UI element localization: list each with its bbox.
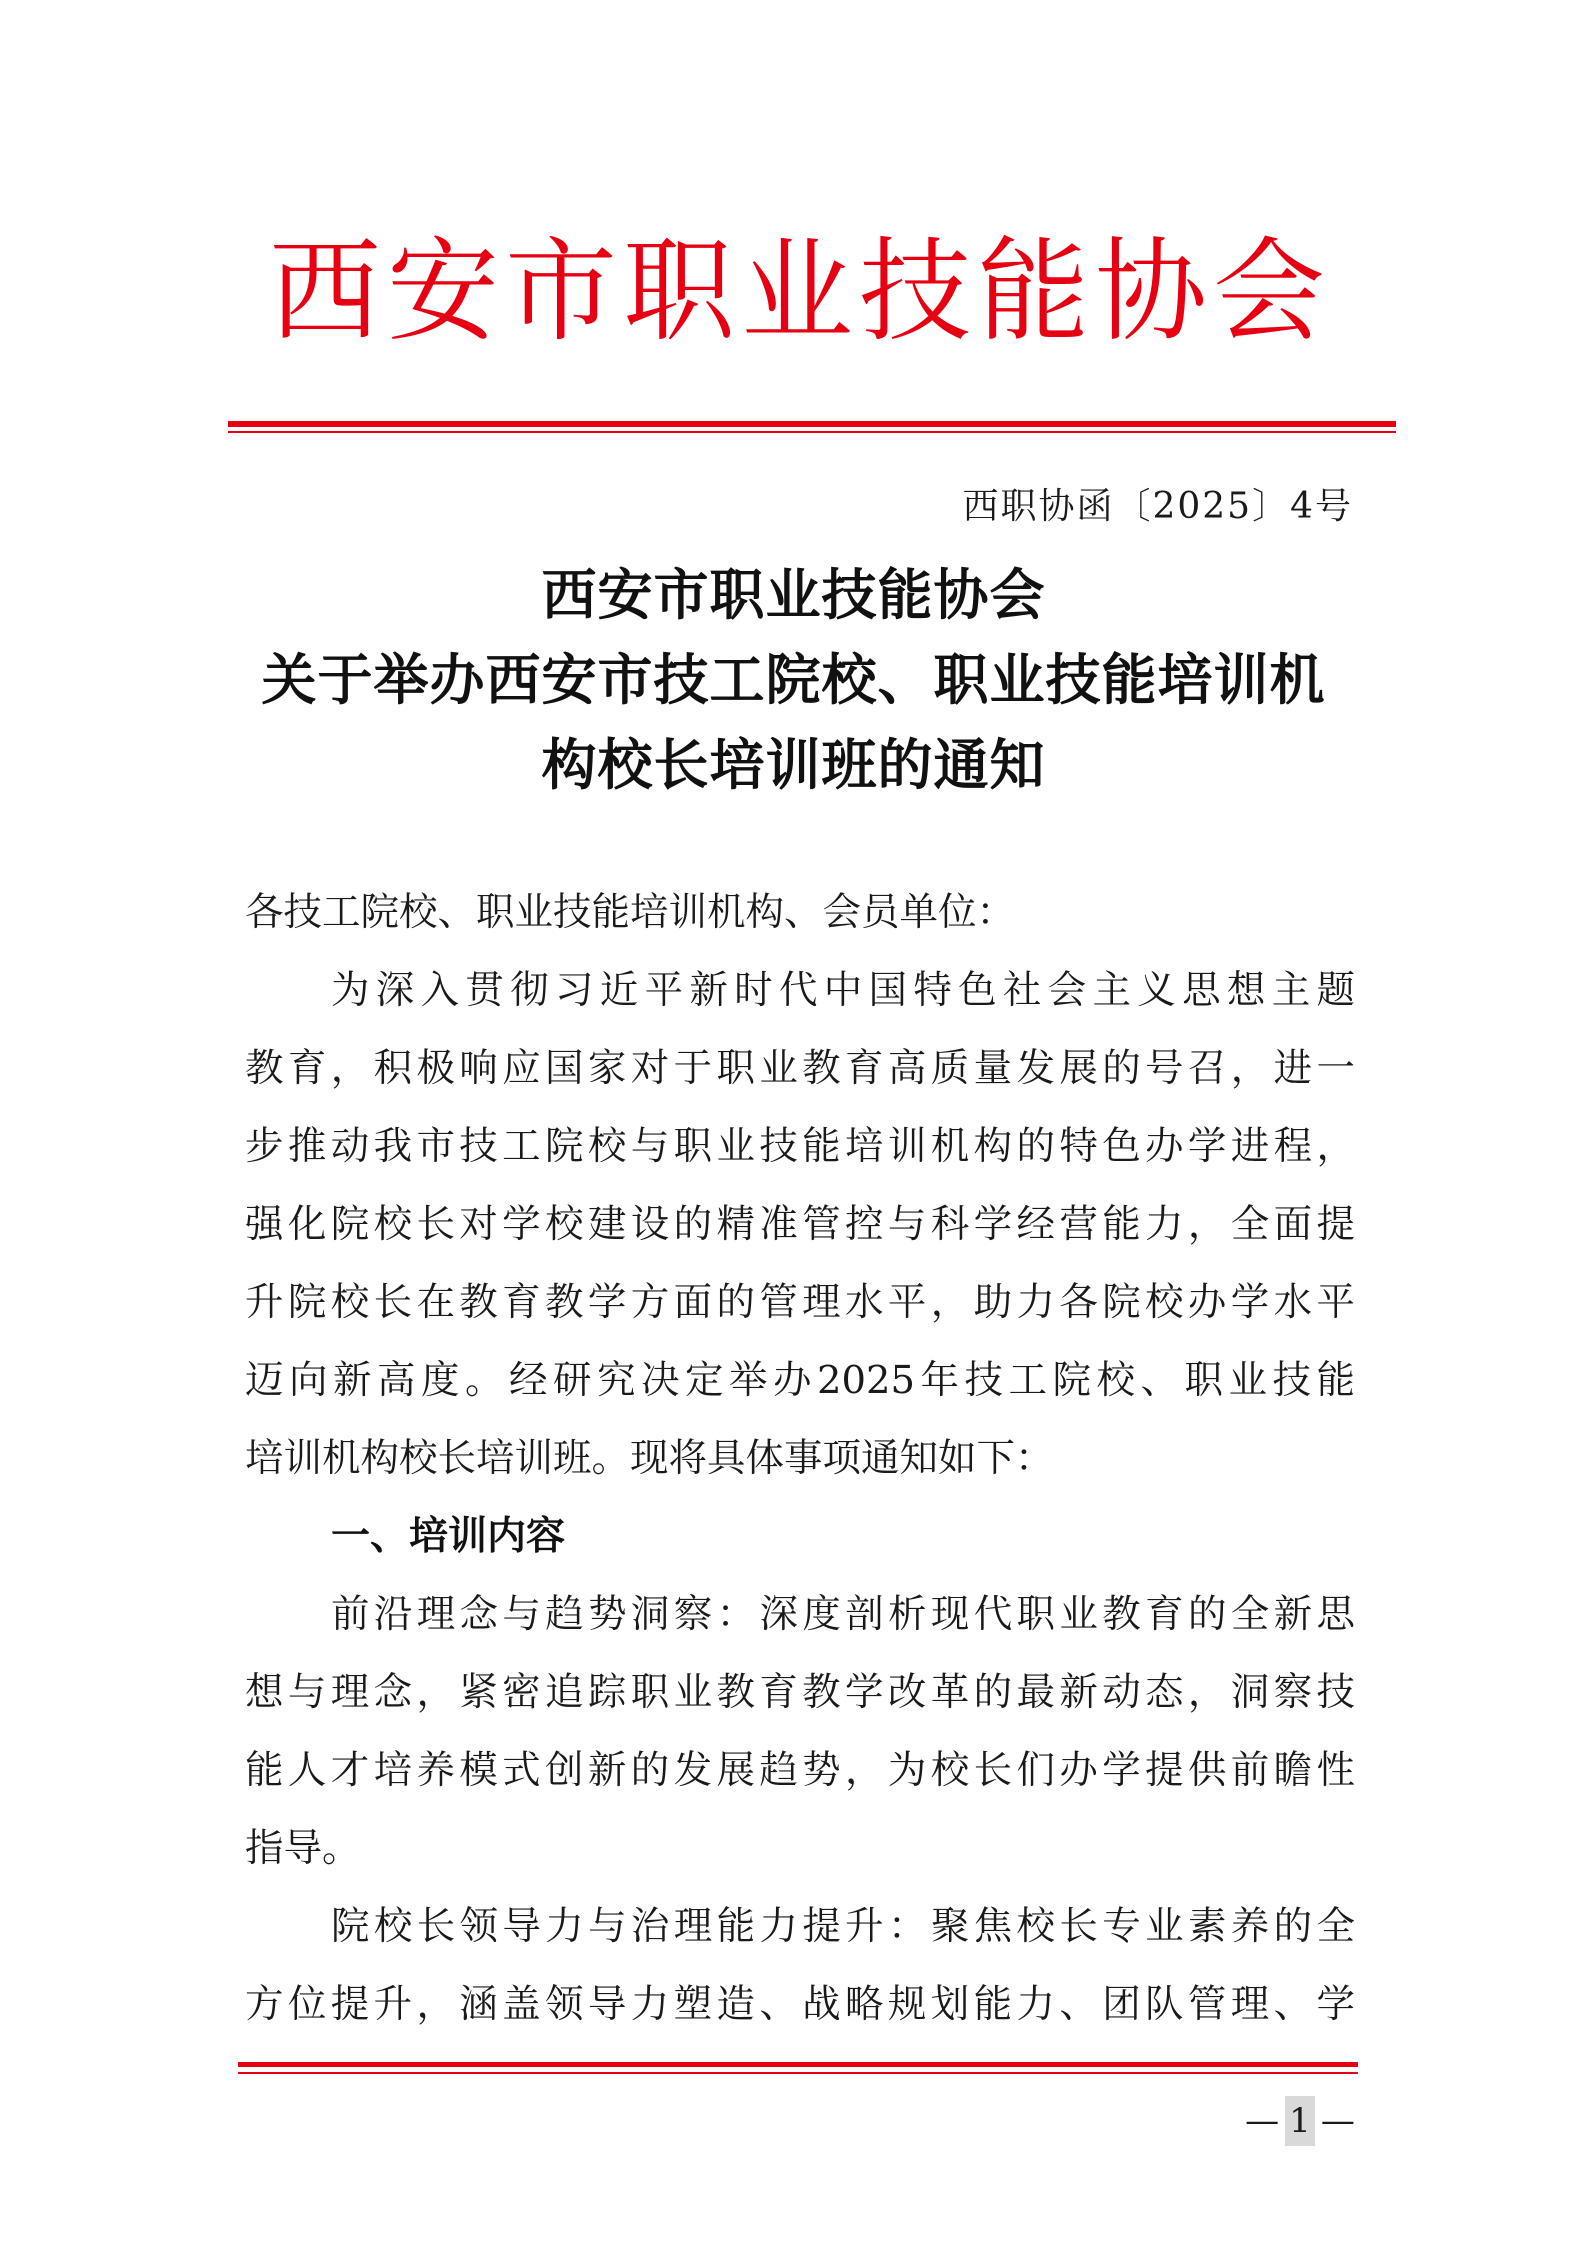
document-title-line-2: 关于举办西安市技工院校、职业技能培训机 [261, 647, 1326, 712]
intro-line-7: 培训机构校长培训班。现将具体事项通知如下： [245, 1436, 1054, 1481]
intro-line-4: 强化院校长对学校建设的精准管控与科学经营能力，全面提 [245, 1202, 1355, 1247]
document-number: 西职协函〔2025〕4号 [962, 486, 1353, 527]
section1-para1-line-1: 前沿理念与趋势洞察：深度剖析现代职业教育的全新思 [331, 1592, 1355, 1637]
section1-para1-line-4: 指导。 [245, 1826, 361, 1871]
section1-para2-line-2: 方位提升，涵盖领导力塑造、战略规划能力、团队管理、学 [245, 1982, 1355, 2027]
letterhead-organization-name: 西安市职业技能协会 [269, 227, 1331, 357]
page-number-dash-left: — [1245, 2101, 1280, 2141]
intro-line-2: 教育，积极响应国家对于职业教育高质量发展的号召，进一 [245, 1046, 1355, 1091]
page-number-value: 1 [1285, 2096, 1315, 2146]
document-title-line-3: 构校长培训班的通知 [541, 732, 1046, 797]
section-heading-training-content: 一、培训内容 [331, 1514, 566, 1559]
page-number [1240, 2096, 1360, 2146]
section1-para2-line-1: 院校长领导力与治理能力提升：聚焦校长专业素养的全 [331, 1904, 1355, 1949]
document-title-line-1: 西安市职业技能协会 [541, 562, 1046, 627]
salutation: 各技工院校、职业技能培训机构、会员单位： [245, 890, 1016, 935]
letterhead-rule-thick [228, 421, 1396, 427]
intro-line-5: 升院校长在教育教学方面的管理水平，助力各院校办学水平 [245, 1280, 1355, 1325]
footer-rule-thin [238, 2072, 1358, 2074]
footer-rule-thick [238, 2062, 1358, 2067]
page-number-dash-right: — [1320, 2101, 1355, 2141]
intro-line-1: 为深入贯彻习近平新时代中国特色社会主义思想主题 [331, 968, 1355, 1013]
intro-line-3: 步推动我市技工院校与职业技能培训机构的特色办学进程， [245, 1124, 1355, 1169]
letterhead-rule-thin [228, 431, 1396, 433]
intro-line-6: 迈向新高度。经研究决定举办2025年技工院校、职业技能 [245, 1358, 1355, 1403]
section1-para1-line-2: 想与理念，紧密追踪职业教育教学改革的最新动态，洞察技 [245, 1670, 1355, 1715]
section1-para1-line-3: 能人才培养模式创新的发展趋势，为校长们办学提供前瞻性 [245, 1748, 1355, 1793]
